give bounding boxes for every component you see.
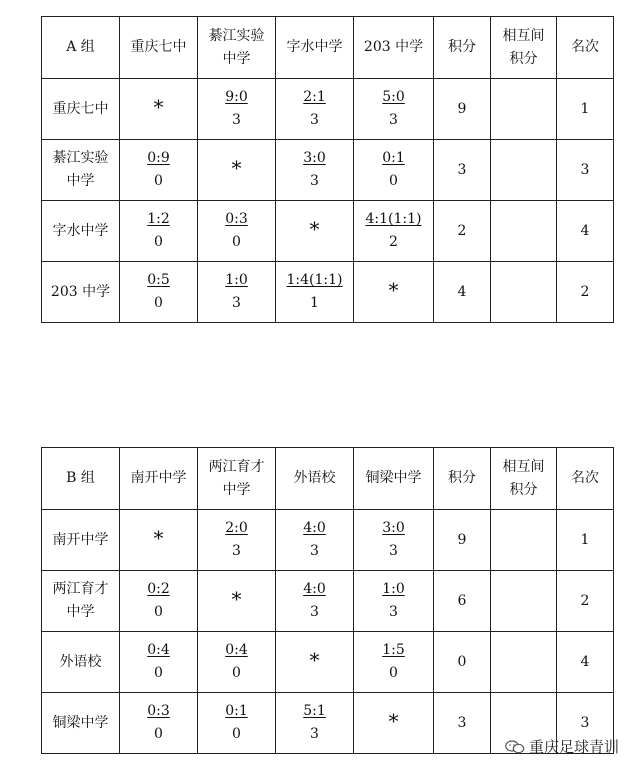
match-cell (198, 79, 276, 140)
diagonal-mark: * (388, 709, 399, 733)
total-points-cell (434, 632, 491, 693)
match-score: 1:4(1:1) (286, 272, 343, 288)
table-row (42, 510, 614, 571)
total-points: 9 (457, 100, 467, 117)
match-cell (276, 510, 354, 571)
header-cell (198, 448, 276, 510)
header-row (42, 17, 614, 79)
total-points: 9 (457, 531, 467, 548)
match-cell (198, 693, 276, 754)
rank-cell (557, 262, 614, 323)
diagonal-cell (276, 201, 354, 262)
mutual-points-cell (491, 140, 557, 201)
match-cell (120, 632, 198, 693)
rank-cell (557, 632, 614, 693)
match-score: 4:0 (303, 581, 326, 597)
total-points-cell (434, 571, 491, 632)
watermark-text: 重庆足球青训 (528, 738, 619, 756)
diagonal-cell (198, 571, 276, 632)
match-score: 0:9 (147, 150, 170, 166)
match-points: 0 (232, 665, 241, 681)
header-cell (276, 448, 354, 510)
match-points: 0 (154, 726, 163, 742)
rank-cell (557, 140, 614, 201)
match-points: 3 (310, 543, 319, 559)
match-cell (276, 571, 354, 632)
match-score: 3:0 (303, 150, 326, 166)
match-score: 0:1 (382, 150, 405, 166)
header-cell (42, 448, 120, 510)
rank: 1 (580, 100, 590, 117)
match-cell (120, 693, 198, 754)
rank-cell (557, 201, 614, 262)
diagonal-cell (276, 632, 354, 693)
match-points: 3 (389, 604, 398, 620)
team-name-cell (42, 201, 120, 262)
match-points: 0 (232, 234, 241, 250)
team-name-cell (42, 79, 120, 140)
rank-cell (557, 510, 614, 571)
header-cell (557, 17, 614, 79)
mutual-points-cell (491, 632, 557, 693)
total-points: 3 (457, 161, 467, 178)
match-points: 3 (232, 295, 241, 311)
header-label: 名次 (571, 470, 599, 486)
match-points: 0 (154, 295, 163, 311)
match-cell (354, 140, 434, 201)
total-points: 0 (457, 653, 467, 670)
match-score: 1:0 (382, 581, 405, 597)
match-points: 3 (310, 112, 319, 128)
team-name: 重庆七中 (52, 100, 109, 117)
header-cell (557, 448, 614, 510)
match-points: 3 (310, 604, 319, 620)
header-label: 字水中学 (286, 39, 343, 55)
header-cell (354, 448, 434, 510)
total-points: 4 (457, 283, 467, 300)
rank: 3 (580, 714, 590, 731)
team-name: 字水中学 (52, 222, 109, 239)
match-cell (354, 79, 434, 140)
match-cell (198, 510, 276, 571)
diagonal-mark: * (153, 95, 164, 119)
match-score: 9:0 (225, 89, 248, 105)
team-name: 南开中学 (52, 531, 109, 548)
match-score: 0:3 (225, 211, 248, 227)
match-score: 5:1 (303, 703, 326, 719)
match-points: 0 (232, 726, 241, 742)
diagonal-mark: * (231, 587, 242, 611)
match-cell (354, 510, 434, 571)
diagonal-cell (354, 693, 434, 754)
table-row (42, 140, 614, 201)
match-score: 0:4 (147, 642, 170, 658)
match-cell (276, 262, 354, 323)
team-name: 綦江实验 中学 (52, 150, 109, 189)
match-score: 0:5 (147, 272, 170, 288)
diagonal-mark: * (153, 526, 164, 550)
match-points: 2 (389, 234, 398, 250)
total-points-cell (434, 201, 491, 262)
diagonal-mark: * (231, 156, 242, 180)
match-points: 3 (389, 112, 398, 128)
header-label: A 组 (66, 39, 95, 55)
diagonal-mark: * (388, 278, 399, 302)
header-cell (42, 17, 120, 79)
rank-cell (557, 571, 614, 632)
header-label: 南开中学 (130, 470, 187, 486)
header-label: 綦江实验 中学 (208, 27, 265, 67)
match-score: 3:0 (382, 520, 405, 536)
match-cell (276, 79, 354, 140)
match-cell (276, 140, 354, 201)
total-points: 2 (457, 222, 467, 239)
match-points: 0 (154, 234, 163, 250)
header-cell (491, 448, 557, 510)
match-points: 0 (154, 173, 163, 189)
total-points-cell (434, 79, 491, 140)
rank: 2 (580, 592, 590, 609)
header-label: 积分 (448, 39, 476, 55)
match-score: 4:0 (303, 520, 326, 536)
header-label: 203 中学 (363, 39, 424, 55)
header-cell (120, 448, 198, 510)
match-points: 3 (232, 543, 241, 559)
total-points: 6 (457, 592, 467, 609)
header-label: 外语校 (293, 470, 336, 486)
match-score: 0:3 (147, 703, 170, 719)
group-b-table (41, 447, 614, 754)
team-name-cell (42, 571, 120, 632)
match-cell (198, 262, 276, 323)
match-points: 0 (389, 173, 398, 189)
rank-cell (557, 79, 614, 140)
match-points: 3 (310, 726, 319, 742)
mutual-points-cell (491, 201, 557, 262)
header-label: 积分 (448, 470, 476, 486)
match-points: 0 (154, 665, 163, 681)
match-cell (120, 140, 198, 201)
header-label: B 组 (66, 470, 95, 486)
match-points: 3 (232, 112, 241, 128)
match-score: 2:0 (225, 520, 248, 536)
diagonal-mark: * (309, 648, 320, 672)
diagonal-mark: * (309, 217, 320, 241)
rank: 3 (580, 161, 590, 178)
header-label: 名次 (571, 39, 599, 55)
rank: 4 (580, 222, 590, 239)
table-row (42, 571, 614, 632)
match-points: 0 (389, 665, 398, 681)
match-cell (120, 262, 198, 323)
match-points: 1 (310, 295, 319, 311)
team-name-cell (42, 693, 120, 754)
match-score: 1:2 (147, 211, 170, 227)
header-label: 相互间 积分 (502, 458, 545, 498)
team-name: 两江育才 中学 (52, 581, 109, 620)
match-cell (120, 201, 198, 262)
match-score: 4:1(1:1) (365, 211, 422, 227)
header-row (42, 448, 614, 510)
team-name-cell (42, 262, 120, 323)
rank: 4 (580, 653, 590, 670)
group-a-table (41, 16, 614, 323)
total-points-cell (434, 693, 491, 754)
team-name-cell (42, 140, 120, 201)
diagonal-cell (354, 262, 434, 323)
match-cell (354, 571, 434, 632)
match-cell (198, 632, 276, 693)
table-row (42, 632, 614, 693)
header-cell (276, 17, 354, 79)
total-points-cell (434, 262, 491, 323)
team-name: 铜梁中学 (52, 714, 109, 731)
match-cell (198, 201, 276, 262)
match-score: 1:0 (225, 272, 248, 288)
match-score: 1:5 (382, 642, 405, 658)
header-cell (354, 17, 434, 79)
match-score: 2:1 (303, 89, 326, 105)
rank: 1 (580, 531, 590, 548)
diagonal-cell (120, 79, 198, 140)
team-name: 203 中学 (50, 283, 111, 300)
header-label: 铜梁中学 (365, 470, 422, 486)
mutual-points-cell (491, 79, 557, 140)
total-points-cell (434, 140, 491, 201)
header-cell (120, 17, 198, 79)
table-row (42, 79, 614, 140)
header-label: 相互间 积分 (502, 27, 545, 67)
team-name: 外语校 (59, 653, 102, 670)
mutual-points-cell (491, 571, 557, 632)
diagonal-cell (120, 510, 198, 571)
match-score: 0:2 (147, 581, 170, 597)
mutual-points-cell (491, 510, 557, 571)
mutual-points-cell (491, 262, 557, 323)
match-points: 3 (389, 543, 398, 559)
header-cell (491, 17, 557, 79)
rank: 2 (580, 283, 590, 300)
team-name-cell (42, 632, 120, 693)
total-points: 3 (457, 714, 467, 731)
match-score: 0:1 (225, 703, 248, 719)
header-cell (434, 17, 491, 79)
match-points: 3 (310, 173, 319, 189)
header-label: 两江育才 中学 (208, 458, 265, 498)
team-name-cell (42, 510, 120, 571)
watermark (505, 736, 619, 757)
header-label: 重庆七中 (130, 39, 187, 55)
header-cell (198, 17, 276, 79)
match-score: 5:0 (382, 89, 405, 105)
header-cell (434, 448, 491, 510)
total-points-cell (434, 510, 491, 571)
match-cell (354, 201, 434, 262)
match-cell (354, 632, 434, 693)
wechat-icon (505, 740, 525, 754)
match-cell (120, 571, 198, 632)
table-row (42, 201, 614, 262)
table-row (42, 262, 614, 323)
match-points: 0 (154, 604, 163, 620)
match-score: 0:4 (225, 642, 248, 658)
diagonal-cell (198, 140, 276, 201)
match-cell (276, 693, 354, 754)
